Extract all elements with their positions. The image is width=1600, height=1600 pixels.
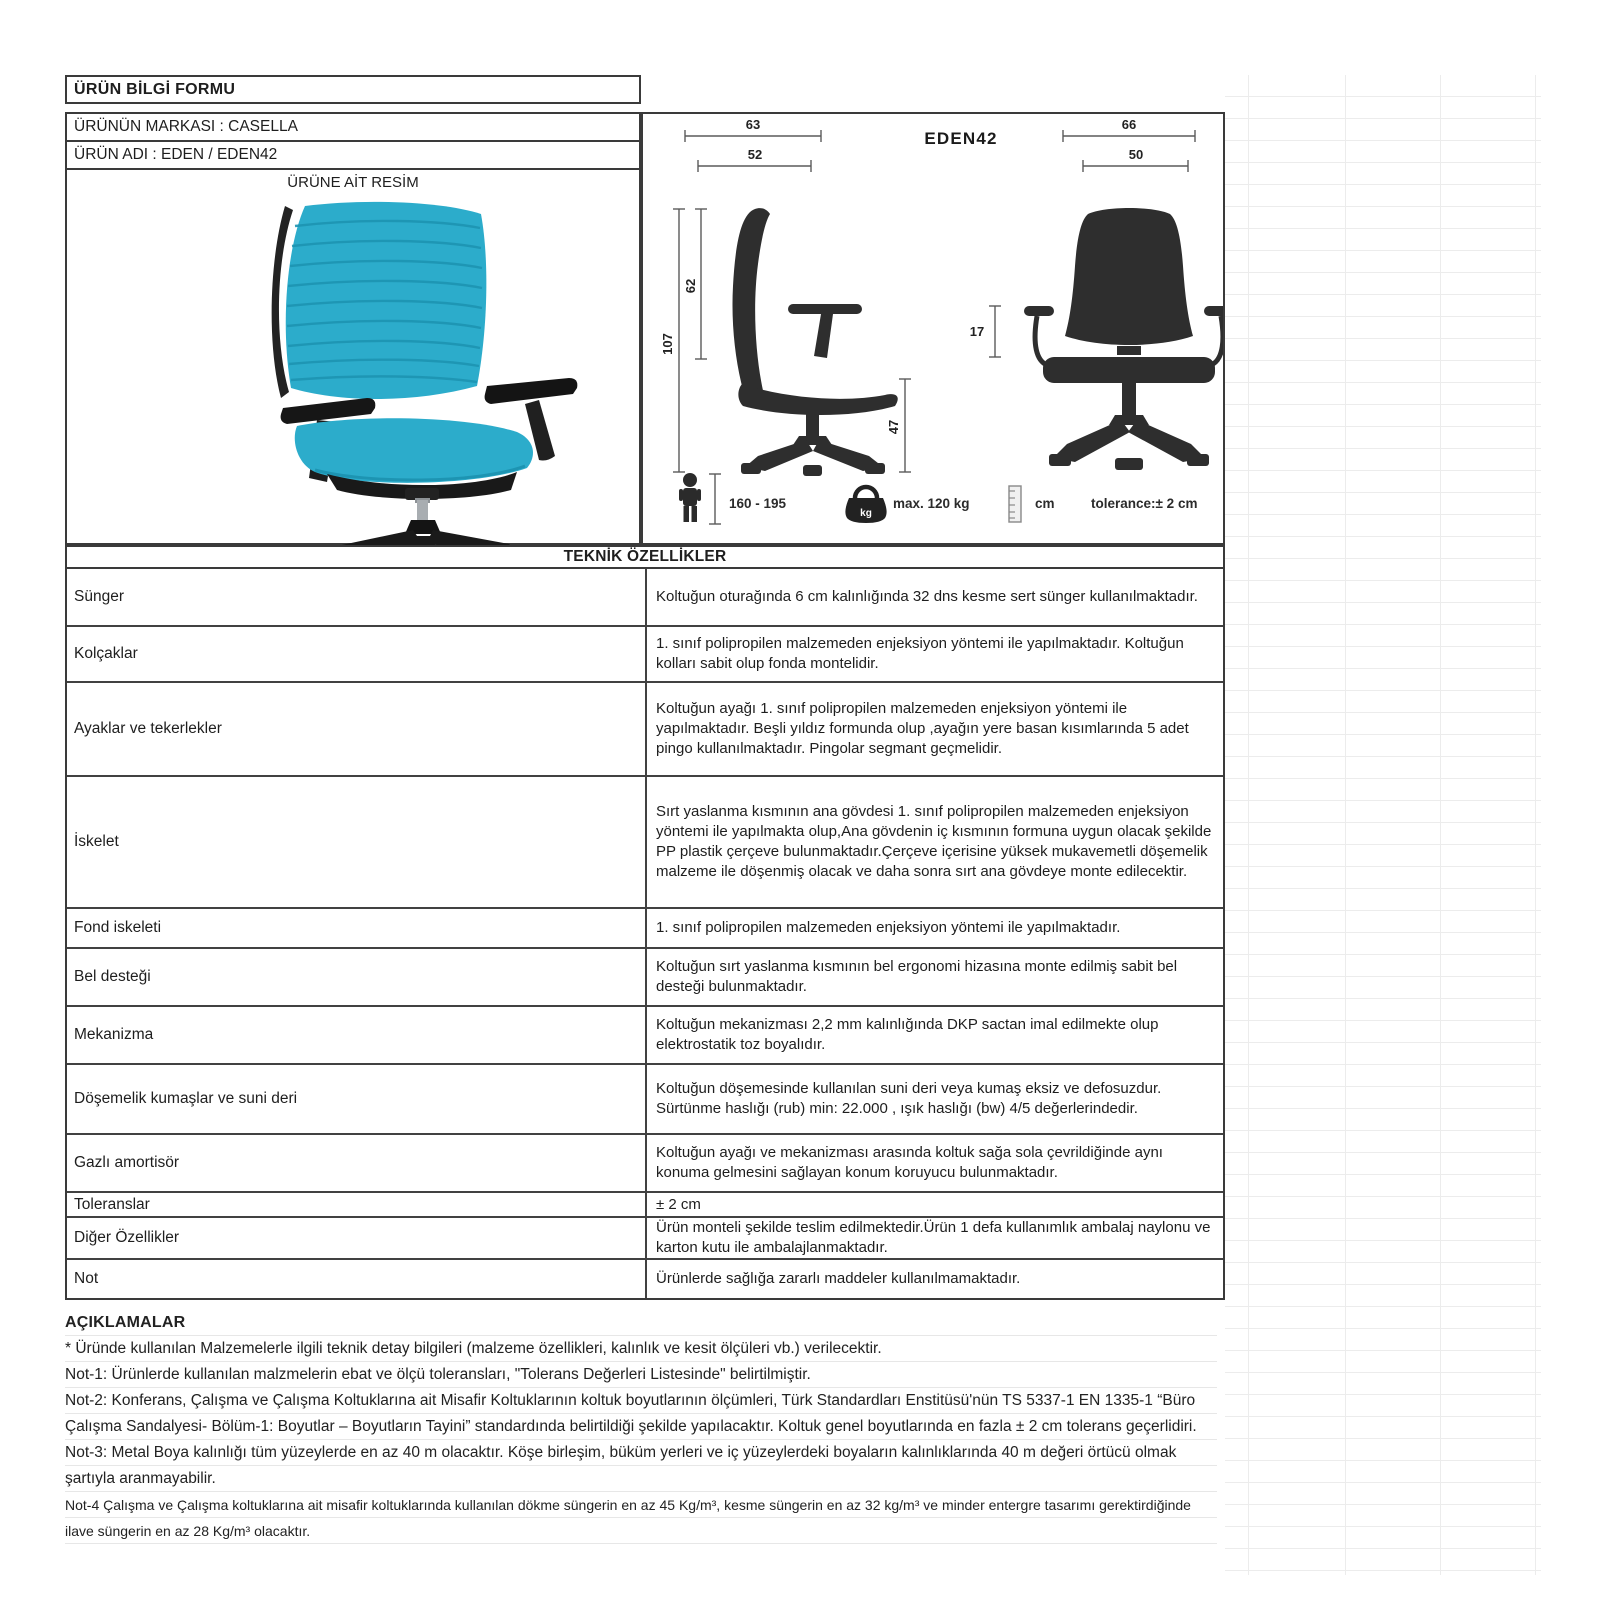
- ruler-icon: [1009, 486, 1021, 522]
- spec-table: [65, 569, 1225, 1300]
- note-3: Not-3: Metal Boya kalınlığı tüm yüzeylerde en az 40 m olacaktır. Köşe birleşim, büküm yerleri ve iç yüzeylerdeki boyaların kalınlıklarında 40 m değeri örtücü olmak şartıyla aranmayabilir.: [65, 1444, 1177, 1487]
- spec-label: Kolçaklar: [67, 627, 647, 681]
- spec-label: Sünger: [67, 569, 647, 625]
- person-height-icon: [679, 473, 701, 522]
- spec-value: Koltuğun oturağında 6 cm kalınlığında 32 dns kesme sert sünger kullanılmaktadır.: [656, 588, 1198, 605]
- weight-kettlebell-icon: [845, 487, 886, 523]
- image-caption-text: ÜRÜNE AİT RESİM: [287, 173, 419, 191]
- svg-text:62: 62: [683, 278, 698, 294]
- product-name-text: ÜRÜN ADI : EDEN / EDEN42: [74, 146, 278, 163]
- spec-label: Ayaklar ve tekerlekler: [67, 683, 647, 775]
- spec-label: Bel desteği: [67, 949, 647, 1005]
- svg-text:50: 50: [1128, 147, 1144, 162]
- table-row: [67, 1135, 1223, 1193]
- spec-value: ± 2 cm: [656, 1195, 701, 1213]
- max-load-label: max. 120 kg: [893, 496, 970, 511]
- table-row: [67, 1218, 1223, 1260]
- dim-back-height: [683, 209, 707, 359]
- spec-label: Gazlı amortisör: [67, 1135, 647, 1191]
- product-photo-chair-illustration: [187, 194, 587, 546]
- drawing-model-label: EDEN42: [924, 129, 998, 148]
- form-title-box: [65, 75, 641, 104]
- dim-front-width-inner: [1083, 147, 1188, 172]
- svg-text:107: 107: [660, 333, 675, 355]
- dim-front-width-top: [1063, 117, 1195, 142]
- spec-label: Fond iskeleti: [67, 909, 647, 947]
- spec-label: Diğer Özellikler: [67, 1218, 647, 1258]
- product-photo-cell: [67, 194, 639, 569]
- table-row: [67, 1260, 1223, 1298]
- unit-label: cm: [1035, 496, 1055, 511]
- spec-value: Sırt yaslanma kısmının ana gövdesi 1. sınıf polipropilen malzemeden enjeksiyon yöntemi ile yapılmakta olup,Ana gövdenin iç kısmının formuna uygun olacak şekilde PP plastik çerçeve bulunmaktadır.Çerçeve içerisine yüksek mukavemetli döşemelik malzeme ile döşenmiş olacak ve daha sonra sırt ana gövdeye monte edilecektir.: [656, 803, 1212, 880]
- weight-unit-on-icon: kg: [860, 508, 872, 519]
- person-height-measure-line: [709, 474, 721, 524]
- table-row: [67, 627, 1223, 683]
- dim-seat-height: [886, 379, 911, 472]
- brand-text: ÜRÜNÜN MARKASI : CASELLA: [74, 118, 298, 135]
- spec-value: Koltuğun ayağı 1. sınıf polipropilen malzemeden enjeksiyon yöntemi ile yapılmaktadır. Beşli yıldız formunda olup ,ayağın yere basan kısımlarında 5 adet pingo kullanılmaktadır. Pingolar segmant geçmelidir.: [656, 700, 1189, 757]
- spec-value: Ürünlerde sağlığa zararlı maddeler kullanılmamaktadır.: [656, 1270, 1021, 1287]
- product-identity-panel: [65, 112, 641, 545]
- spec-value: 1. sınıf polipropilen malzemeden enjeksiyon yöntemi ile yapılmaktadır.: [656, 919, 1121, 936]
- product-name-row: [67, 142, 639, 170]
- user-height-range-label: 160 - 195: [729, 496, 787, 511]
- spreadsheet-grid: [1225, 75, 1541, 1575]
- front-view-chair-silhouette: [1024, 208, 1223, 470]
- notes-section: [65, 1310, 1217, 1544]
- spec-value: Koltuğun mekanizması 2,2 mm kalınlığında DKP sactan imal edilmekte olup elektrostatik toz boyalıdır.: [656, 1016, 1159, 1053]
- dim-overall-height: [660, 209, 685, 472]
- spec-label: İskelet: [67, 777, 647, 907]
- form-title: ÜRÜN BİLGİ FORMU: [74, 80, 236, 98]
- table-row: [67, 909, 1223, 949]
- spec-value: 1. sınıf polipropilen malzemeden enjeksiyon yöntemi ile yapılmaktadır. Koltuğun kolları sabit olup fonda montelidir.: [656, 635, 1184, 672]
- image-caption: [67, 170, 639, 194]
- table-row: [67, 569, 1223, 627]
- spec-value: Ürün monteli şekilde teslim edilmektedir.Ürün 1 defa kullanımlık ambalaj naylonu ve karton kutu ile ambalajlanmaktadır.: [656, 1219, 1211, 1256]
- grid-column-line: [1440, 75, 1441, 1575]
- tolerance-label: tolerance:± 2 cm: [1091, 496, 1198, 511]
- notes-header: AÇIKLAMALAR: [65, 1314, 186, 1331]
- note-star: * Üründe kullanılan Malzemelerle ilgili teknik detay bilgileri (malzeme özellikleri, kalınlık ve kesit ölçüleri vb.) verilecektir.: [65, 1340, 882, 1357]
- side-view-chair-silhouette: [732, 208, 897, 476]
- spec-value: Koltuğun sırt yaslanma kısmının bel ergonomi hizasına monte edilmiş sabit bel desteği bulunmaktadır.: [656, 958, 1178, 995]
- table-row: [67, 1007, 1223, 1065]
- dim-side-width-inner: [698, 147, 811, 172]
- dim-side-width-top: [685, 117, 821, 142]
- technical-drawing-box: [641, 112, 1225, 545]
- note-4: Not-4 Çalışma ve Çalışma koltuklarına ait misafir koltuklarında kullanılan dökme süngerin en az 45 Kg/m³, kesme süngerin en az 32 kg/m³ ve minder entergre tasarımı gerektirdiğinde ilave süngerin en az 28 Kg/m³ olacaktır.: [65, 1497, 1191, 1539]
- spec-label: Mekanizma: [67, 1007, 647, 1063]
- svg-text:66: 66: [1121, 117, 1137, 132]
- table-row: [67, 1193, 1223, 1218]
- svg-text:47: 47: [886, 419, 901, 435]
- svg-text:63: 63: [745, 117, 761, 132]
- svg-text:17: 17: [969, 324, 985, 339]
- note-2: Not-2: Konferans, Çalışma ve Çalışma Koltuklarına ait Misafir Koltuklarının koltuk boyutlarının ölçümleri, Türk Standardları Enstitüsü'nün TS 5337-1 EN 1335-1 “Büro Çalışma Sandalyesi- Bölüm-1: Boyutlar – Boyutların Tayini” standardında belirtildiği şekilde yapılacaktır. Koltuk genel boyutlarında en fazla ± 2 cm tolerans geçerlidiri.: [65, 1392, 1197, 1435]
- table-row: [67, 1065, 1223, 1135]
- spec-section-title: TEKNİK ÖZELLİKLER: [563, 548, 727, 565]
- spec-value: Koltuğun döşemesinde kullanılan suni deri veya kumaş eksiz ve defosuzdur. Sürtünme haslığı (rub) min: 22.000 , ışık haslığı (bw) 4/5 değerlerindedir.: [656, 1080, 1162, 1117]
- note-1: Not-1: Ürünlerde kullanılan malzmelerin ebat ve ölçü toleransları, "Tolerans Değerleri Listesinde" belirtilmiştir.: [65, 1366, 811, 1383]
- grid-column-line: [1248, 75, 1249, 1575]
- table-row: [67, 683, 1223, 777]
- grid-column-line: [1345, 75, 1346, 1575]
- brand-row: [67, 114, 639, 142]
- grid-column-line: [1535, 75, 1536, 1575]
- table-row: [67, 949, 1223, 1007]
- svg-text:52: 52: [747, 147, 763, 162]
- spec-label: Döşemelik kumaşlar ve suni deri: [67, 1065, 647, 1133]
- spec-label: Toleranslar: [67, 1193, 647, 1216]
- dim-armrest-height: [970, 306, 1001, 357]
- table-row: [67, 777, 1223, 909]
- spec-value: Koltuğun ayağı ve mekanizması arasında koltuk sağa sola çevrildiğinde aynı konuma gelmesini sağlayan konum koruyucu bulunmaktadır.: [656, 1144, 1163, 1181]
- spec-section-header: [65, 545, 1225, 569]
- technical-drawing: [643, 114, 1223, 543]
- spec-label: Not: [67, 1260, 647, 1298]
